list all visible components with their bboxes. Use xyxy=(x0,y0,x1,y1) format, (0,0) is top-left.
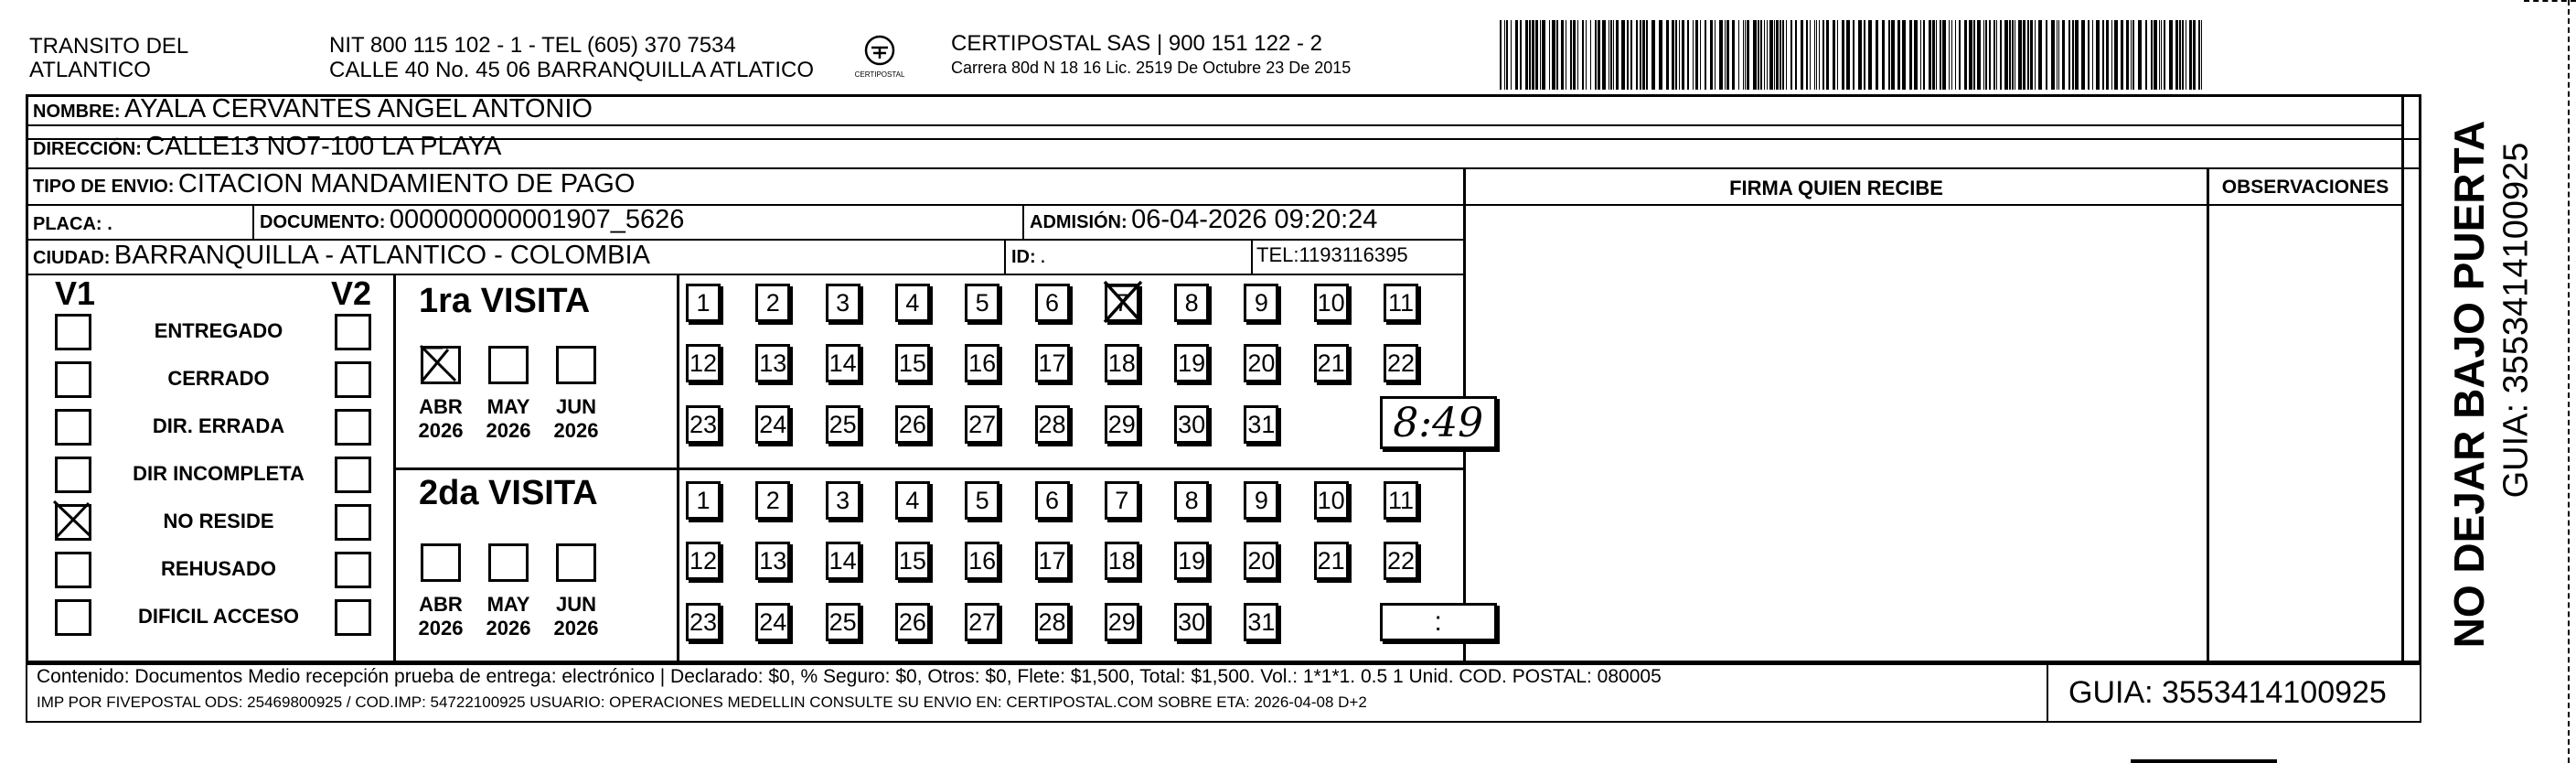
v1-checkbox[interactable] xyxy=(55,314,91,350)
barcode-bar xyxy=(2000,20,2002,90)
status-label: NO RESIDE xyxy=(163,510,274,532)
first-visit-day-box[interactable]: 13 xyxy=(755,344,790,382)
barcode-bar xyxy=(1598,20,1600,90)
second-visit-day-box[interactable]: 5 xyxy=(965,481,999,520)
barcode-bar xyxy=(2131,20,2132,90)
barcode-bar xyxy=(1747,20,1749,90)
second-visit-day-box[interactable]: 26 xyxy=(895,603,930,641)
barcode-bar xyxy=(2106,20,2109,90)
barcode-bar xyxy=(1529,20,1531,90)
second-visit-month-label: MAY 2026 xyxy=(486,593,531,639)
barcode-bar xyxy=(1511,20,1512,90)
barcode-bar xyxy=(2145,20,2147,90)
v1-checkbox[interactable] xyxy=(55,457,91,493)
barcode-bar xyxy=(1590,20,1591,90)
barcode-bar xyxy=(1801,20,1803,90)
v2-checkbox[interactable] xyxy=(335,361,371,398)
barcode-bar xyxy=(1532,20,1534,90)
first-visit-day-box[interactable]: 27 xyxy=(965,405,999,444)
barcode-bar xyxy=(1780,20,1781,90)
barcode-bar xyxy=(1506,20,1508,90)
barcode-bar xyxy=(1776,20,1779,90)
sender-name: TRANSITO DEL ATLANTICO xyxy=(29,34,189,82)
barcode-bar xyxy=(1732,20,1735,90)
second-visit-day-box[interactable]: 7 xyxy=(1105,481,1139,520)
first-visit-day-box[interactable]: 17 xyxy=(1035,344,1070,382)
barcode-bar xyxy=(1613,20,1614,90)
barcode-bar xyxy=(1902,20,1906,90)
barcode-bar xyxy=(1810,20,1811,90)
first-visit-title: 1ra VISITA xyxy=(419,282,591,320)
barcode-bar xyxy=(1582,20,1584,90)
second-visit-day-box[interactable]: 25 xyxy=(826,603,860,641)
barcode-bar xyxy=(1693,20,1694,90)
barcode-bar xyxy=(1500,20,1502,90)
second-visit-day-box[interactable]: 24 xyxy=(755,603,790,641)
barcode-bar xyxy=(2201,20,2202,90)
first-visit-day-box[interactable]: 25 xyxy=(826,405,860,444)
barcode-bar xyxy=(1842,20,1844,90)
barcode-bar xyxy=(2009,20,2011,90)
v2-checkbox[interactable] xyxy=(335,504,371,541)
v2-checkbox[interactable] xyxy=(335,552,371,588)
barcode-bar xyxy=(1955,20,1956,90)
barcode-bar xyxy=(1573,20,1576,90)
barcode-bar xyxy=(1940,20,1941,90)
barcode-bar xyxy=(2012,20,2014,90)
first-visit-day-box[interactable]: 16 xyxy=(965,344,999,382)
status-label: DIR. ERRADA xyxy=(152,414,285,437)
admision-field: ADMISIÓN: 06-04-2026 09:20:24 xyxy=(1030,205,1378,234)
barcode-bar xyxy=(1790,20,1792,90)
first-visit-day-box[interactable]: 20 xyxy=(1244,344,1278,382)
barcode-bar xyxy=(2038,20,2042,90)
barcode-bar xyxy=(2057,20,2058,90)
barcode-bar xyxy=(2159,20,2160,90)
second-visit-day-box[interactable]: 19 xyxy=(1174,542,1209,580)
barcode-bar xyxy=(1909,20,1912,90)
v1-checkbox[interactable] xyxy=(55,504,91,541)
first-visit-day-box[interactable]: 28 xyxy=(1035,405,1070,444)
barcode-bar xyxy=(1942,20,1946,90)
barcode-bar xyxy=(1535,20,1538,90)
barcode-bar xyxy=(1636,20,1638,90)
v2-checkbox[interactable] xyxy=(335,409,371,446)
barcode-bar xyxy=(1682,20,1684,90)
barcode-bar xyxy=(1853,20,1855,90)
barcode-bar xyxy=(1758,20,1759,90)
barcode-bar xyxy=(1700,20,1701,90)
barcode-bar xyxy=(1767,20,1768,90)
barcode-bar xyxy=(2088,20,2090,90)
barcode-bar xyxy=(1864,20,1865,90)
first-visit-day-box[interactable]: 2 xyxy=(755,284,790,322)
barcode-bar xyxy=(2004,20,2008,90)
barcode-bar xyxy=(1705,20,1706,90)
barcode-bar xyxy=(1679,20,1680,90)
first-visit-day-box[interactable]: 6 xyxy=(1035,284,1070,322)
certipostal-logo xyxy=(854,33,905,84)
second-visit-day-box[interactable]: 8 xyxy=(1174,481,1209,520)
side-warning: NO DEJAR BAJO PUERTA xyxy=(2445,120,2493,649)
barcode-bar xyxy=(1929,20,1931,90)
first-visit-day-box[interactable]: 26 xyxy=(895,405,930,444)
barcode-bar xyxy=(1936,20,1937,90)
barcode-bar xyxy=(1745,20,1746,90)
barcode-bar xyxy=(1882,20,1885,90)
first-visit-day-box[interactable]: 18 xyxy=(1105,344,1139,382)
first-visit-day-box[interactable]: 21 xyxy=(1314,344,1349,382)
first-visit-month-label: MAY 2026 xyxy=(486,395,531,442)
carrier-info xyxy=(951,31,1351,81)
barcode-bar xyxy=(2121,20,2123,90)
firma-header: FIRMA QUIEN RECIBE xyxy=(1729,177,1943,199)
second-visit-day-box[interactable]: 12 xyxy=(686,542,721,580)
first-visit-day-box[interactable]: 11 xyxy=(1384,284,1418,322)
barcode-bar xyxy=(1725,20,1726,90)
barcode-bar xyxy=(1920,20,1921,90)
barcode-bar xyxy=(1586,20,1587,90)
barcode-bar xyxy=(1973,20,1975,90)
barcode-bar xyxy=(1570,20,1572,90)
barcode-bar xyxy=(1616,20,1619,90)
first-visit-day-box[interactable]: 10 xyxy=(1314,284,1349,322)
sender-contact xyxy=(329,33,814,82)
carrier-license: Carrera 80d N 18 16 Lic. 2519 De Octubre 23 De 2015 xyxy=(951,59,1352,77)
barcode-bar xyxy=(2027,20,2029,90)
barcode-bar xyxy=(1914,20,1918,90)
barcode-bar xyxy=(1989,20,1991,90)
barcode xyxy=(1500,20,2204,90)
barcode-bar xyxy=(1542,20,1545,90)
barcode-bar xyxy=(2175,20,2178,90)
day-mark xyxy=(1101,278,1145,330)
barcode-bar xyxy=(1819,20,1820,90)
barcode-bar xyxy=(1738,20,1739,90)
v1-checkbox[interactable] xyxy=(55,361,91,398)
second-visit-time-box[interactable]: : xyxy=(1380,603,1497,641)
barcode-bar xyxy=(2126,20,2129,90)
barcode-bar xyxy=(1985,20,1987,90)
nombre-field: NOMBRE: AYALA CERVANTES ANGEL ANTONIO xyxy=(33,94,593,124)
barcode-bar xyxy=(1858,20,1862,90)
first-visit-month-label: JUN 2026 xyxy=(553,395,599,442)
v2-checkbox[interactable] xyxy=(335,314,371,350)
v2-checkbox[interactable] xyxy=(335,457,371,493)
second-visit-day-box[interactable]: 3 xyxy=(826,481,860,520)
first-visit-day-box[interactable]: 5 xyxy=(965,284,999,322)
barcode-bar xyxy=(1726,20,1729,90)
barcode-bar xyxy=(1891,20,1895,90)
second-visit-title: 2da VISITA xyxy=(419,474,598,512)
v1-label: V1 xyxy=(55,274,96,312)
second-visit-day-box[interactable]: 4 xyxy=(895,481,930,520)
barcode-bar xyxy=(1627,20,1629,90)
barcode-bar xyxy=(2114,20,2118,90)
first-visit-month-checkbox[interactable] xyxy=(421,346,461,384)
second-visit-day-box[interactable]: 1 xyxy=(686,481,721,520)
status-label: ENTREGADO xyxy=(154,319,283,342)
status-label: DIR INCOMPLETA xyxy=(133,462,305,485)
barcode-bar xyxy=(1932,20,1935,90)
first-visit-day-box[interactable]: 24 xyxy=(755,405,790,444)
v1-checkbox[interactable] xyxy=(55,599,91,636)
barcode-bar xyxy=(1672,20,1674,90)
first-visit-day-box[interactable]: 19 xyxy=(1174,344,1209,382)
barcode-bar xyxy=(1774,20,1775,90)
barcode-bar xyxy=(1595,20,1597,90)
barcode-bar xyxy=(2169,20,2173,90)
second-visit-day-box[interactable]: 2 xyxy=(755,481,790,520)
v1-checkbox[interactable] xyxy=(55,552,91,588)
barcode-bar xyxy=(1630,20,1632,90)
second-visit-day-box[interactable]: 17 xyxy=(1035,542,1070,580)
status-label: CERRADO xyxy=(167,367,270,390)
barcode-bar xyxy=(1816,20,1817,90)
barcode-bar xyxy=(1949,20,1950,90)
second-visit-day-box[interactable]: 22 xyxy=(1384,542,1418,580)
first-visit-day-box[interactable]: 7 xyxy=(1105,284,1139,322)
first-visit-day-box[interactable]: 8 xyxy=(1174,284,1209,322)
barcode-bar xyxy=(2151,20,2153,90)
first-visit-month-checkbox[interactable] xyxy=(556,346,596,384)
id-field: ID: . xyxy=(1011,243,1046,268)
first-visit-day-box[interactable]: 4 xyxy=(895,284,930,322)
barcode-bar xyxy=(1602,20,1606,90)
barcode-bar xyxy=(1642,20,1645,90)
svg-text:CERTIPOSTAL: CERTIPOSTAL xyxy=(854,70,905,79)
barcode-bar xyxy=(2111,20,2112,90)
first-visit-day-box[interactable]: 30 xyxy=(1174,405,1209,444)
barcode-bar xyxy=(1710,20,1713,90)
first-visit-day-box[interactable]: 9 xyxy=(1244,284,1278,322)
barcode-bar xyxy=(1876,20,1878,90)
barcode-bar xyxy=(2161,20,2162,90)
second-visit-day-box[interactable]: 14 xyxy=(826,542,860,580)
barcode-bar xyxy=(1561,20,1564,90)
first-visit-time-box[interactable]: 8:49 xyxy=(1380,396,1497,449)
barcode-bar xyxy=(1666,20,1669,90)
barcode-bar xyxy=(2193,20,2196,90)
barcode-bar xyxy=(1715,20,1716,90)
second-visit-day-box[interactable]: 30 xyxy=(1174,603,1209,641)
second-visit-day-box[interactable]: 28 xyxy=(1035,603,1070,641)
barcode-bar xyxy=(2198,20,2200,90)
first-visit-day-box[interactable]: 23 xyxy=(686,405,721,444)
documento-field: DOCUMENTO: 000000000001907_5626 xyxy=(260,205,685,234)
barcode-bar xyxy=(1826,20,1829,90)
second-visit-day-box[interactable]: 27 xyxy=(965,603,999,641)
first-visit-day-box[interactable]: 12 xyxy=(686,344,721,382)
first-visit-day-box[interactable]: 29 xyxy=(1105,405,1139,444)
barcode-bar xyxy=(2138,20,2142,90)
barcode-bar xyxy=(1659,20,1662,90)
barcode-bar xyxy=(1983,20,1984,90)
barcode-bar xyxy=(1646,20,1648,90)
tel-field: TEL:1193116395 xyxy=(1256,243,1408,266)
second-visit-month-label: ABR 2026 xyxy=(418,593,464,639)
barcode-bar xyxy=(1964,20,1967,90)
barcode-bar xyxy=(1753,20,1757,90)
second-visit-month-checkbox[interactable] xyxy=(556,543,596,582)
barcode-bar xyxy=(1977,20,1981,90)
barcode-bar xyxy=(1760,20,1762,90)
ciudad-field: CIUDAD: BARRANQUILLA - ATLANTICO - COLOMBIA xyxy=(33,241,650,270)
barcode-bar xyxy=(1651,20,1655,90)
row-divider xyxy=(26,124,2401,126)
barcode-bar xyxy=(1993,20,1995,90)
barcode-bar xyxy=(2072,20,2074,90)
cut-line-vertical xyxy=(2568,0,2571,763)
content-line: Contenido: Documentos Medio recepción prueba de entrega: electrónico | Declarado: $0, % Seguro: $0, Otros: $0, Flete: $1,500, Total: $1,500. Vol.: 1*1*1. 0.5 1 Unid. COD. POSTAL: 080005 xyxy=(37,666,1662,687)
first-visit-day-box[interactable]: 15 xyxy=(895,344,930,382)
barcode-bar xyxy=(2182,20,2184,90)
direccion-field: DIRECCIÓN: CALLE13 NO7-100 LA PLAYA xyxy=(33,132,502,161)
barcode-bar xyxy=(1837,20,1838,90)
second-visit-month-checkbox[interactable] xyxy=(421,543,461,582)
barcode-bar xyxy=(1888,20,1890,90)
barcode-bar xyxy=(1556,20,1558,90)
barcode-bar xyxy=(2179,20,2181,90)
second-visit-month-label: JUN 2026 xyxy=(553,593,599,639)
second-visit-day-box[interactable]: 11 xyxy=(1384,481,1418,520)
barcode-bar xyxy=(1782,20,1784,90)
status-label: DIFICIL ACCESO xyxy=(137,605,299,628)
first-visit-day-box[interactable]: 14 xyxy=(826,344,860,382)
first-visit-day-box[interactable]: 1 xyxy=(686,284,721,322)
status-label: REHUSADO xyxy=(161,557,276,580)
first-visit-month-checkbox[interactable] xyxy=(488,346,529,384)
barcode-bar xyxy=(1675,20,1677,90)
barcode-bar xyxy=(1969,20,1972,90)
v2-checkbox[interactable] xyxy=(335,599,371,636)
barcode-bar xyxy=(2164,20,2165,90)
barcode-bar xyxy=(1764,20,1765,90)
barcode-bar xyxy=(1951,20,1952,90)
carrier-name: CERTIPOSTAL SAS | 900 151 122 - 2 xyxy=(951,31,1322,56)
barcode-bar xyxy=(1640,20,1641,90)
side-guia: GUIA: 3553414100925 xyxy=(2496,142,2536,499)
address-line: CALLE 40 No. 45 06 BARRANQUILLA ATLATICO xyxy=(329,58,815,82)
barcode-bar xyxy=(2102,20,2104,90)
barcode-bar xyxy=(1695,20,1698,90)
barcode-bar xyxy=(1769,20,1773,90)
second-visit-day-box[interactable]: 21 xyxy=(1314,542,1349,580)
barcode-bar xyxy=(1786,20,1787,90)
barcode-bar xyxy=(2154,20,2157,90)
first-visit-day-box[interactable]: 3 xyxy=(826,284,860,322)
barcode-bar xyxy=(2075,20,2079,90)
barcode-bar xyxy=(1996,20,1997,90)
imp-line: IMP POR FIVEPOSTAL ODS: 25469800925 / COD.IMP: 54722100925 USUARIO: OPERACIONES MEDELLIN CONSULTE SU ENVIO EN: CERTIPOSTAL.COM SOBRE ETA: 2026-04-08 D+2 xyxy=(37,693,1367,711)
second-visit-day-box[interactable]: 6 xyxy=(1035,481,1070,520)
barcode-bar xyxy=(1520,20,1522,90)
second-visit-day-box[interactable]: 18 xyxy=(1105,542,1139,580)
barcode-bar xyxy=(2023,20,2026,90)
barcode-bar xyxy=(1687,20,1689,90)
barcode-bar xyxy=(2018,20,2022,90)
first-visit-day-box[interactable]: 31 xyxy=(1244,405,1278,444)
barcode-bar xyxy=(1959,20,1961,90)
barcode-bar xyxy=(1795,20,1797,90)
barcode-bar xyxy=(1504,20,1505,90)
barcode-bar xyxy=(1814,20,1815,90)
tipo-envio-field: TIPO DE ENVIO: CITACION MANDAMIENTO DE PAGO xyxy=(33,169,636,199)
barcode-bar xyxy=(1540,20,1541,90)
barcode-bar xyxy=(1621,20,1625,90)
v1-checkbox[interactable] xyxy=(55,409,91,446)
barcode-bar xyxy=(2092,20,2093,90)
nit-line: NIT 800 115 102 - 1 - TEL (605) 370 7534 xyxy=(329,33,736,58)
second-visit-day-box[interactable]: 29 xyxy=(1105,603,1139,641)
second-visit-month-checkbox[interactable] xyxy=(488,543,529,582)
barcode-bar xyxy=(1515,20,1518,90)
second-visit-day-box[interactable]: 16 xyxy=(965,542,999,580)
second-visit-day-box[interactable]: 9 xyxy=(1244,481,1278,520)
barcode-bar xyxy=(1897,20,1900,90)
barcode-bar xyxy=(1868,20,1872,90)
barcode-bar xyxy=(2058,20,2059,90)
barcode-bar xyxy=(2046,20,2047,90)
barcode-bar xyxy=(1719,20,1723,90)
barcode-bar xyxy=(1549,20,1550,90)
barcode-bar xyxy=(1923,20,1925,90)
second-visit-day-box[interactable]: 20 xyxy=(1244,542,1278,580)
first-visit-day-box[interactable]: 22 xyxy=(1384,344,1418,382)
first-visit-month-label: ABR 2026 xyxy=(418,395,464,442)
observaciones-header: OBSERVACIONES xyxy=(2221,177,2389,198)
v2-label: V2 xyxy=(331,274,372,312)
barcode-bar xyxy=(2062,20,2065,90)
barcode-bar xyxy=(2189,20,2192,90)
barcode-bar xyxy=(1846,20,1850,90)
second-visit-day-box[interactable]: 31 xyxy=(1244,603,1278,641)
barcode-bar xyxy=(1806,20,1808,90)
second-visit-day-box[interactable]: 23 xyxy=(686,603,721,641)
barcode-bar xyxy=(2081,20,2085,90)
barcode-bar xyxy=(2068,20,2070,90)
barcode-bar xyxy=(1833,20,1835,90)
footer-guia: GUIA: 3553414100925 xyxy=(2068,675,2387,710)
barcode-bar xyxy=(2030,20,2033,90)
barcode-bar xyxy=(1552,20,1555,90)
second-visit-day-box[interactable]: 10 xyxy=(1314,481,1349,520)
second-visit-day-box[interactable]: 13 xyxy=(755,542,790,580)
barcode-bar xyxy=(2096,20,2100,90)
barcode-bar xyxy=(1577,20,1578,90)
barcode-bar xyxy=(1743,20,1744,90)
barcode-bar xyxy=(1610,20,1612,90)
barcode-bar xyxy=(2132,20,2134,90)
barcode-bar xyxy=(2051,20,2055,90)
barcode-bar xyxy=(1525,20,1528,90)
placa-field: PLACA: . xyxy=(33,207,114,236)
barcode-bar xyxy=(2035,20,2036,90)
barcode-bar xyxy=(1822,20,1824,90)
second-visit-day-box[interactable]: 15 xyxy=(895,542,930,580)
